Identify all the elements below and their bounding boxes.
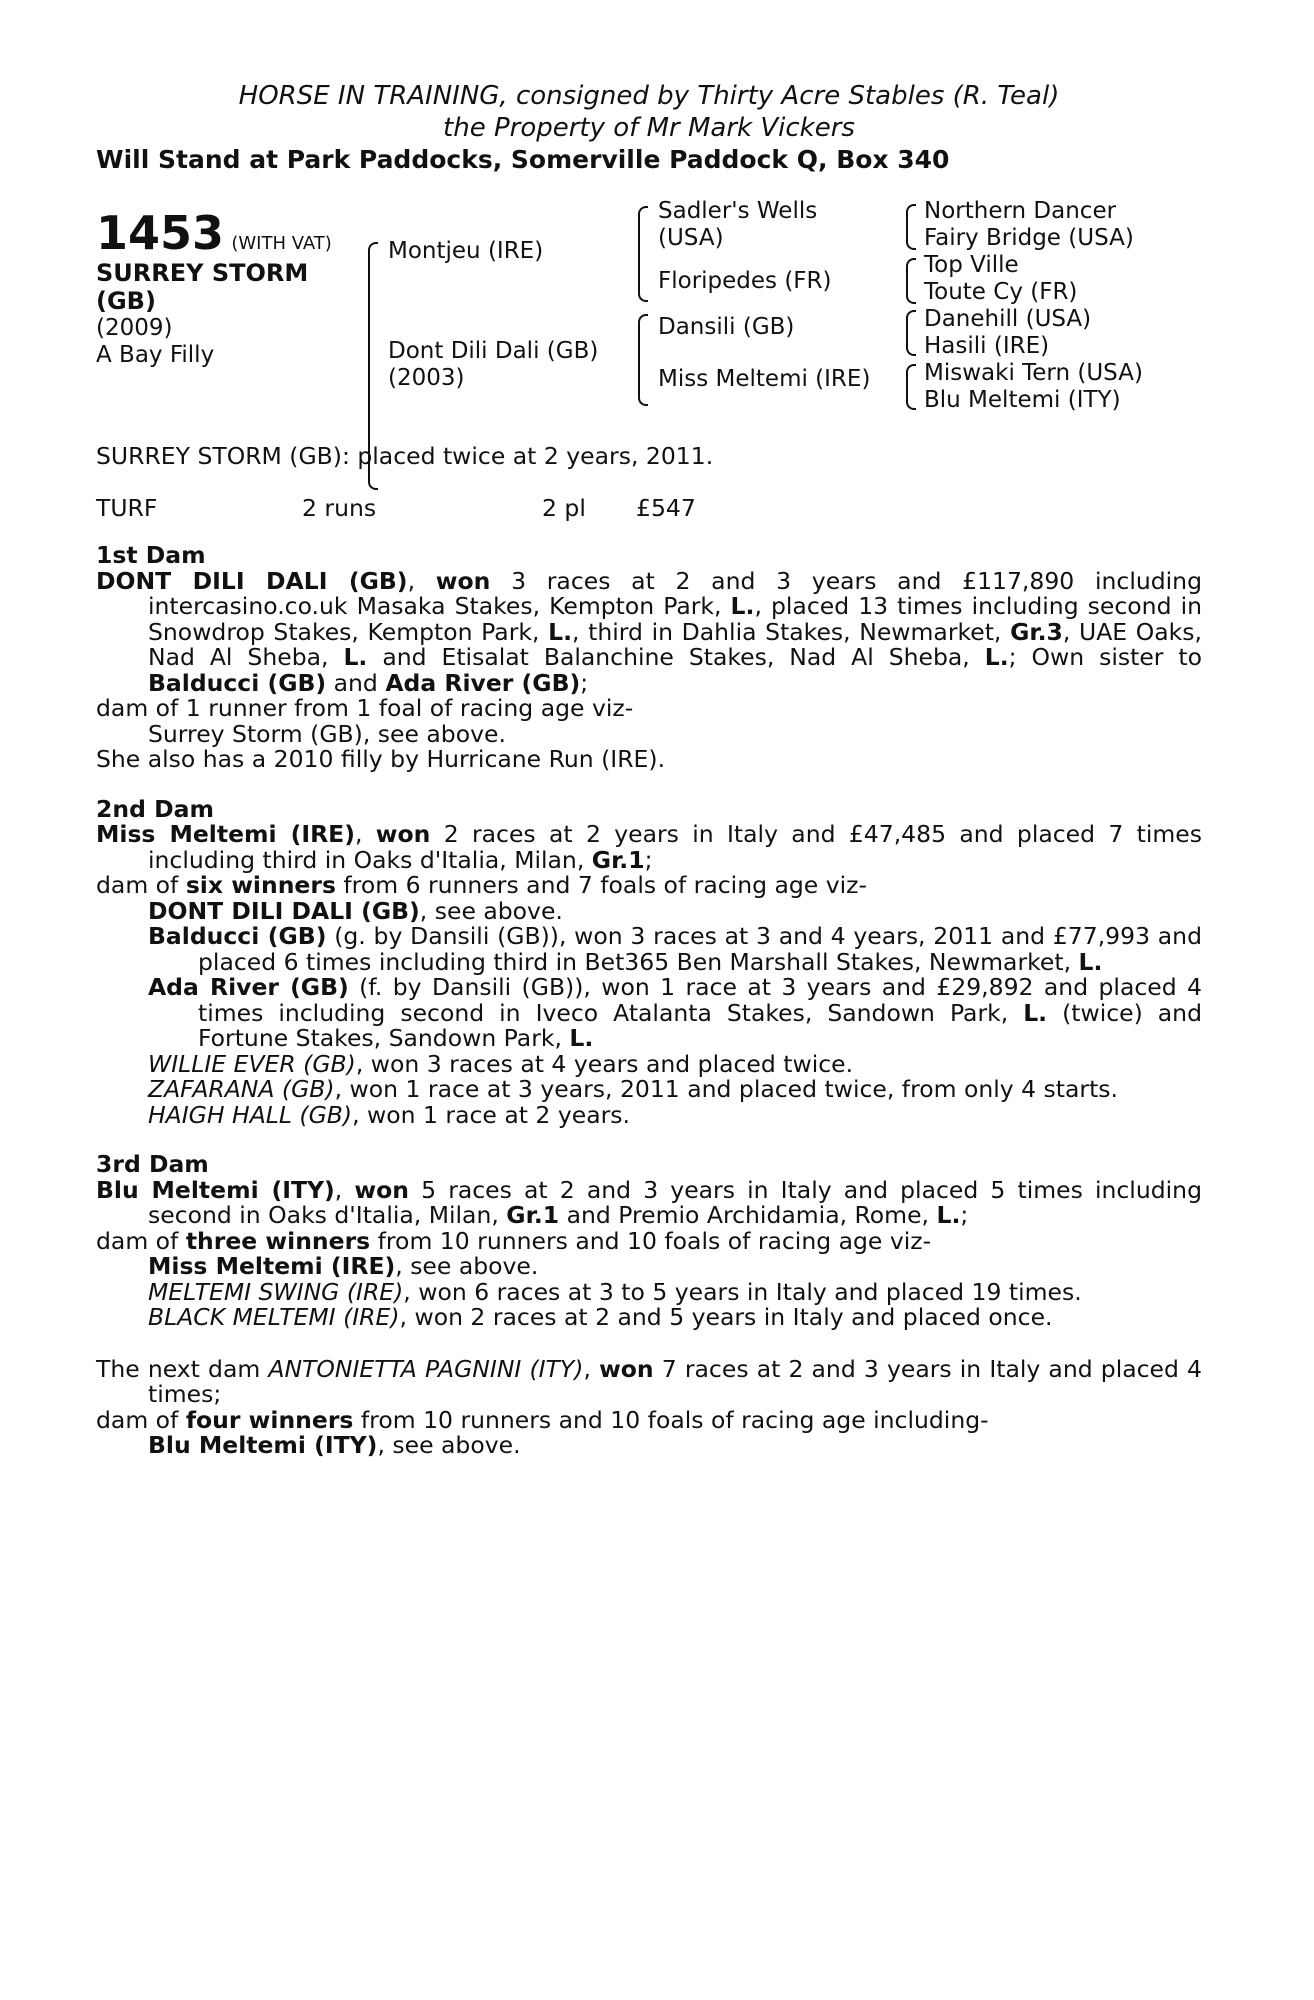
lot-number-line <box>96 208 332 258</box>
next-dam-record <box>96 1354 1202 1408</box>
race-summary: SURREY STORM (GB): placed twice at 2 years, 2011. <box>96 442 714 470</box>
won-label: won <box>599 1354 654 1383</box>
text: The next dam <box>96 1354 269 1383</box>
second-dam-heading: 2nd Dam <box>96 794 214 823</box>
text: , see above. <box>419 896 563 925</box>
dss: Danehill (USA) <box>924 306 1092 332</box>
winners-count: four winners <box>185 1405 354 1434</box>
sdd: Toute Cy (FR) <box>924 279 1078 305</box>
text: (twice) and Fortune Stakes, Sandown Park, <box>198 998 1202 1052</box>
second-dam-record: Miss Meltemi (IRE), won 2 races at 2 years in Italy and £47,485 and placed 7 times including third in Oaks d'Italia, Milan, Gr.1; <box>96 820 1202 874</box>
gen3-brace-4 <box>906 364 916 410</box>
sire-line-brace <box>638 206 648 302</box>
progeny-entry <box>96 975 1202 1052</box>
text: and Premio Archidamia, Rome, <box>559 1201 937 1229</box>
sire-sire: Sadler's Wells <box>658 198 818 224</box>
won-label: won <box>435 566 491 595</box>
third-dam-heading: 3rd Dam <box>96 1150 209 1178</box>
sibling-name: Ada River (GB) <box>385 668 581 697</box>
sds: Top Ville <box>924 252 1019 278</box>
horse-year: (2009) <box>96 315 173 341</box>
text: , won 6 races at 3 to 5 years in Italy and placed 19 times. <box>403 1277 1082 1306</box>
second-dam-section <box>96 794 1202 1129</box>
group-mark: Gr.3 <box>1010 617 1063 646</box>
sss: Northern Dancer <box>924 198 1117 224</box>
first-dam-record: DONT DILI DALI (GB), won 3 races at 2 and 3 years and £117,890 including intercasino.co.uk Masaka Stakes, Kempton Park, L., placed 13 times including second in Snowdrop Stakes, Kempton Park, L., third in Dahlia Stakes, Newmarket, Gr.3, UAE Oaks, Nad Al Sheba, L. and Etisalat Balanchine Stakes, Nad Al Sheba, L.; Own sister to Balducci (GB) and Ada River (GB); <box>96 566 1202 697</box>
dds: Miswaki Tern (USA) <box>924 360 1143 386</box>
text: , third in Dahlia Stakes, Newmarket, <box>572 617 1011 646</box>
listed-mark: L. <box>730 592 755 620</box>
dam-dam: Miss Meltemi (IRE) <box>658 366 871 392</box>
progeny-name: BLACK MELTEMI (IRE) <box>148 1303 400 1331</box>
first-dam-note: She also has a 2010 filly by Hurricane Run (IRE). <box>96 745 666 773</box>
turf-label: TURF <box>96 493 158 522</box>
stabling-line: Will Stand at Park Paddocks, Somerville Paddock Q, Box 340 <box>96 145 950 174</box>
text: 5 races at 2 and 3 years in Italy and placed 5 times including second in Oaks d'Italia, Milan, <box>148 1175 1202 1229</box>
consignor-line: HORSE IN TRAINING, consigned by Thirty Acre Stables (R. Teal) <box>238 81 1060 111</box>
text: ; Own sister to <box>1008 643 1202 671</box>
dam-brace <box>368 378 378 490</box>
progeny-name: Balducci (GB) <box>148 922 327 950</box>
first-dam-heading: 1st Dam <box>96 541 206 569</box>
text: and <box>326 668 386 697</box>
text: 3 races at 2 and 3 years and £117,890 including intercasino.co.uk Masaka Stakes, Kempton Park, <box>148 566 1202 620</box>
progeny-entry <box>96 1277 1202 1306</box>
listed-mark: L. <box>936 1201 961 1229</box>
dam-year: (2003) <box>388 365 465 391</box>
progeny-entry <box>96 1433 1202 1459</box>
text: , see above. <box>395 1252 539 1280</box>
sire: Montjeu (IRE) <box>388 238 544 264</box>
text: 2 races at 2 years in Italy and £47,485 and placed 7 times including third in Oaks d'Italia, Milan, <box>148 820 1202 874</box>
listed-mark: L. <box>569 1024 594 1052</box>
text: , won 2 races at 2 and 5 years in Italy and placed once. <box>399 1303 1053 1331</box>
dam-line-brace <box>638 314 648 406</box>
third-dam-name: Blu Meltemi (ITY) <box>96 1175 335 1204</box>
progeny-name: Blu Meltemi (ITY) <box>148 1431 378 1459</box>
turf-placed: 2 pl <box>542 493 586 522</box>
sibling-name: Balducci (GB) <box>148 668 327 697</box>
turf-record <box>96 493 1202 522</box>
progeny-name: Ada River (GB) <box>148 973 349 1001</box>
horse-country: (GB) <box>96 287 156 315</box>
text: , UAE Oaks, Nad Al Sheba, <box>148 617 1202 671</box>
second-dam-name: Miss Meltemi (IRE) <box>96 820 355 848</box>
next-dam-name: ANTONIETTA PAGNINI (ITY) <box>268 1354 584 1383</box>
winners-count: six winners <box>185 871 336 899</box>
sire-sire-country: (USA) <box>658 225 724 251</box>
page-header <box>96 80 1202 176</box>
progeny-name: HAIGH HALL (GB) <box>148 1100 353 1129</box>
text: and Etisalat Balanchine Stakes, Nad Al Sheba, <box>367 643 985 671</box>
listed-mark: L. <box>1023 998 1048 1027</box>
winners-count: three winners <box>185 1226 371 1255</box>
third-dam-record: Blu Meltemi (ITY), won 5 races at 2 and 3 years in Italy and placed 5 times including second in Oaks d'Italia, Milan, Gr.1 and Premio Archidamia, Rome, L.; <box>96 1175 1202 1229</box>
progeny-name: WILLIE EVER (GB) <box>148 1049 356 1078</box>
progeny-entry <box>96 1254 1202 1280</box>
text: ; <box>580 668 589 697</box>
progeny-entry <box>96 1305 1202 1331</box>
text: dam of <box>96 1405 186 1434</box>
first-dam-name: DONT DILI DALI (GB) <box>96 566 408 595</box>
dam: Dont Dili Dali (GB) <box>388 338 599 364</box>
progeny-name: ZAFARANA (GB) <box>148 1075 335 1103</box>
gen3-brace-3 <box>906 310 916 356</box>
turf-runs: 2 runs <box>302 493 377 522</box>
vat-label: (WITH VAT) <box>231 233 332 254</box>
horse-description: A Bay Filly <box>96 342 215 368</box>
text: (g. by Dansili (GB)), won 3 races at 3 and 4 years, 2011 and £77,993 and placed 6 times including third in Bet365 Ben Marshall Stakes, Newmarket, <box>198 922 1202 976</box>
text: , see above. <box>377 1431 521 1459</box>
sire-dam: Floripedes (FR) <box>658 268 832 294</box>
ddd: Blu Meltemi (ITY) <box>924 387 1121 413</box>
won-label: won <box>354 1175 409 1204</box>
first-dam-produce: dam of 1 runner from 1 foal of racing age viz- <box>96 694 634 722</box>
dsd: Hasili (IRE) <box>924 333 1050 359</box>
progeny-entry <box>96 896 1202 925</box>
progeny-entry <box>96 924 1202 975</box>
text: from 6 runners and 7 foals of racing age viz- <box>335 871 867 899</box>
progeny-entry <box>96 1049 1202 1078</box>
third-dam-section <box>96 1152 1202 1331</box>
progeny-entry <box>96 1077 1202 1103</box>
next-dam-section <box>96 1354 1202 1459</box>
text: , won 1 race at 3 years, 2011 and placed twice, from only 4 starts. <box>334 1075 1118 1103</box>
first-dam-section <box>96 543 1202 773</box>
group-mark: Gr.1 <box>506 1201 560 1229</box>
horse-name: SURREY STORM <box>96 259 309 287</box>
text: 7 races at 2 and 3 years in Italy and placed 4 times; <box>148 1354 1202 1408</box>
listed-mark: L. <box>1078 947 1103 976</box>
dam-sire: Dansili (GB) <box>658 314 795 340</box>
won-label: won <box>375 820 431 848</box>
second-dam-produce <box>96 873 1202 899</box>
progeny-name: MELTEMI SWING (IRE) <box>148 1277 404 1306</box>
listed-mark: L. <box>343 643 368 671</box>
group-mark: Gr.1 <box>591 845 645 874</box>
text: , placed 13 times including second in Snowdrop Stakes, Kempton Park, <box>148 592 1202 646</box>
text: dam of <box>96 1226 186 1255</box>
text: , won 3 races at 4 years and placed twice. <box>355 1049 854 1078</box>
listed-mark: L. <box>984 643 1009 671</box>
progeny-entry <box>96 1100 1202 1129</box>
turf-prize: £547 <box>636 493 696 522</box>
owner-line: the Property of Mr Mark Vickers <box>443 113 855 143</box>
text: , won 1 race at 2 years. <box>352 1100 630 1129</box>
ssd: Fairy Bridge (USA) <box>924 225 1134 251</box>
listed-mark: L. <box>548 617 572 646</box>
next-dam-produce <box>96 1405 1202 1434</box>
catalogue-page <box>96 80 1202 1459</box>
text: from 10 runners and 10 foals of racing age viz- <box>370 1226 932 1255</box>
text: from 10 runners and 10 foals of racing age including- <box>353 1405 989 1434</box>
sire-brace <box>368 242 378 378</box>
text: dam of <box>96 871 186 899</box>
third-dam-produce <box>96 1226 1202 1255</box>
lot-number: 1453 <box>96 206 225 260</box>
gen3-brace-2 <box>906 258 916 304</box>
text: ; <box>644 845 653 874</box>
progeny-name: DONT DILI DALI (GB) <box>148 896 420 925</box>
gen3-brace-1 <box>906 204 916 250</box>
text: , <box>583 1354 591 1383</box>
pedigree-block <box>96 196 1202 446</box>
progeny-name: Miss Meltemi (IRE) <box>148 1252 396 1280</box>
first-dam-progeny: Surrey Storm (GB), see above. <box>148 719 506 748</box>
text: ; <box>960 1201 969 1229</box>
text: (f. by Dansili (GB)), won 1 race at 3 years and £29,892 and placed 4 times including second in Iveco Atalanta Stakes, Sandown Park, <box>198 973 1202 1027</box>
